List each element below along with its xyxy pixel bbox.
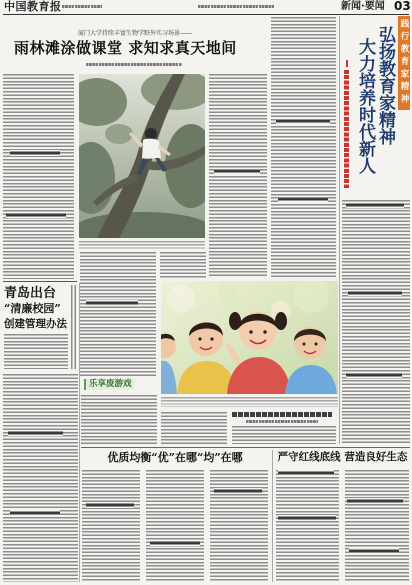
fieldwork-subhead	[214, 168, 260, 174]
teachers-body-col-1	[271, 17, 336, 278]
photo-children-games	[161, 281, 338, 394]
column-rule	[79, 283, 80, 582]
ecology-subhead	[349, 548, 399, 554]
section-rule	[81, 447, 410, 448]
masthead-rule	[3, 14, 409, 15]
fieldwork-subhead	[6, 212, 66, 218]
ecology-subhead	[347, 498, 403, 504]
teachers-subhead	[348, 290, 402, 296]
balance-subhead	[86, 502, 134, 508]
column-rule	[272, 450, 273, 582]
ecology-body-col-1	[276, 470, 339, 582]
balance-body-col-2	[146, 470, 204, 582]
photo-news-tag: 乐享废游戏	[84, 379, 135, 390]
section-rule	[3, 281, 77, 282]
editor-credits-line	[198, 5, 274, 8]
ecology-subhead	[278, 470, 334, 476]
balance-subhead	[150, 540, 200, 546]
balance-body-col-1	[82, 470, 140, 582]
qingdao-headline-line-1: 青岛出台	[4, 286, 57, 301]
qingdao-headline-line-3: 创建管理办法	[4, 318, 67, 330]
photo-caption	[79, 241, 205, 250]
teachers-headline-line-2: 大力培养时代新人	[355, 38, 375, 174]
masthead-logo: 中国教育报	[4, 0, 62, 13]
balance-headline: 优质均衡“优”在哪“均”在哪	[107, 451, 243, 464]
balance-body-col-3	[210, 470, 268, 582]
qingdao-vertical-subtitle	[71, 285, 78, 369]
column-rule	[339, 16, 340, 444]
photo-tree-fieldwork	[79, 74, 205, 238]
children-photo-caption	[161, 397, 338, 407]
fieldwork-byline	[86, 63, 182, 66]
fieldwork-body-tail	[160, 252, 206, 278]
fieldwork-subhead	[10, 150, 60, 156]
fieldwork-body-col-3	[209, 74, 267, 278]
teachers-headline-line-1: 弘扬教育家精神	[375, 26, 395, 145]
issue-date-line	[62, 5, 102, 8]
teachers-subhead	[278, 196, 328, 202]
subtitle-dash	[346, 60, 348, 67]
brief-headline	[232, 412, 332, 417]
fieldwork-body-col-2	[80, 252, 156, 376]
qingdao-lede	[4, 334, 68, 369]
teachers-subhead	[346, 372, 402, 378]
brief-body-text	[232, 426, 336, 444]
section-title: 新闻·要闻	[341, 1, 385, 12]
balance-subhead	[214, 488, 262, 494]
fieldwork-body-col-1	[3, 74, 74, 279]
teachers-body-col-2	[342, 200, 410, 444]
teachers-headline	[355, 26, 395, 176]
fieldwork-headline: 雨林滩涂做课堂 求知求真天地间	[14, 39, 237, 57]
qingdao-headline-line-2: “清廉校园”	[4, 302, 61, 315]
fieldwork-subhead	[86, 300, 138, 306]
teachers-subtitle	[344, 70, 349, 188]
brief-subtitle	[246, 420, 318, 423]
ecology-subhead	[278, 515, 336, 521]
children-photo-text	[81, 395, 157, 444]
series-banner: 践行教育家精神	[398, 16, 410, 110]
qingdao-subhead	[10, 510, 60, 516]
ecology-headline: 严守红线底线 营造良好生态	[277, 451, 408, 463]
page-number: 03	[394, 0, 411, 13]
ecology-body-col-2	[345, 470, 409, 582]
qingdao-body-text	[3, 374, 78, 582]
teachers-subhead	[276, 118, 330, 124]
brief-body-text	[161, 412, 227, 444]
fieldwork-kicker: 厦门大学持续丰富生物学野外实习场景——	[78, 30, 193, 37]
qingdao-subhead	[8, 430, 63, 436]
teachers-subhead	[346, 202, 404, 208]
